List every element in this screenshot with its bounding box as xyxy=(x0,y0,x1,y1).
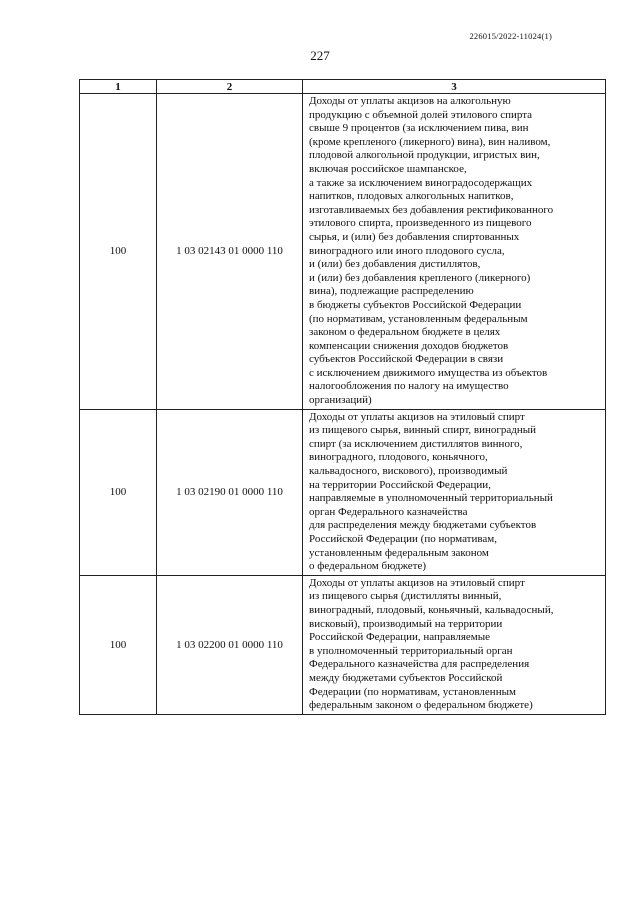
description-line: изготавливаемых без добавления ректификованного xyxy=(309,203,554,216)
description-line: виноградного или иного плодового сусла, xyxy=(309,244,505,257)
table-header-row xyxy=(80,80,606,94)
description-line: этилового спирта, произведенного из пищевого xyxy=(309,217,532,230)
description-line: и (или) без добавления крепленого (ликерного) xyxy=(309,271,531,284)
description-line: включая российское шампанское, xyxy=(309,162,467,175)
budget-classification-table xyxy=(79,79,606,715)
description-line: из пищевого сырья, винный спирт, виноградный xyxy=(309,424,537,437)
column-header-2: 2 xyxy=(157,80,303,94)
income-description-cell xyxy=(303,94,606,410)
description-line: федеральным законом о федеральном бюджете) xyxy=(309,699,533,712)
description-line: из пищевого сырья (дистилляты винный, xyxy=(309,590,502,603)
description-line: сырья, и (или) без добавления спиртованных xyxy=(309,230,520,243)
table-row xyxy=(80,409,606,575)
description-line: (кроме крепленого (ликерного) вина), вин наливом, xyxy=(309,135,551,148)
description-line: организаций) xyxy=(309,394,372,407)
description-line: Доходы от уплаты акцизов на этиловый спирт xyxy=(309,576,525,589)
description-line: направляемые в уполномоченный территориальный xyxy=(309,492,553,505)
description-line: Федерации (по нормативам, установленным xyxy=(309,685,516,698)
description-line: кальвадосного, вискового), производимый xyxy=(309,465,508,478)
income-description-cell xyxy=(303,575,606,714)
description-line: Доходы от уплаты акцизов на алкогольную xyxy=(309,95,511,107)
admin-code-cell: 100 xyxy=(80,575,157,714)
description-line: для распределения между бюджетами субъектов xyxy=(309,519,537,532)
admin-code-cell: 100 xyxy=(80,94,157,410)
description-line: вина), подлежащие распределению xyxy=(309,285,474,298)
budget-code-cell: 1 03 02190 01 0000 110 xyxy=(157,409,303,575)
description-line: налогообложения по налогу на имущество xyxy=(309,380,509,393)
description-line: и (или) без добавления дистиллятов, xyxy=(309,258,481,271)
table-row xyxy=(80,575,606,714)
description-line: законом о федеральном бюджете в целях xyxy=(309,326,501,339)
admin-code-cell: 100 xyxy=(80,409,157,575)
description-line: Российской Федерации (по нормативам, xyxy=(309,533,497,545)
description-line: виноградный, плодовый, коньячный, кальвадосный, xyxy=(309,603,554,616)
description-line: компенсации снижения доходов бюджетов xyxy=(309,339,509,352)
description-line: между бюджетами субъектов Российской xyxy=(309,671,503,684)
description-line: продукцию с объемной долей этилового спирта xyxy=(309,108,533,121)
column-header-3: 3 xyxy=(303,80,606,94)
description-line: в уполномоченный территориальный орган xyxy=(309,644,513,657)
description-line: плодовой алкогольной продукции, игристых вин, xyxy=(309,149,540,162)
budget-code-cell: 1 03 02143 01 0000 110 xyxy=(157,94,303,410)
document-number: 226015/2022-11024(1) xyxy=(469,31,552,41)
page-number: 227 xyxy=(310,48,330,63)
table-row xyxy=(80,94,606,410)
description-line: субъектов Российской Федерации в связи xyxy=(309,353,504,366)
description-line: (по нормативам, установленным федеральным xyxy=(309,312,528,325)
description-line: висковый), производимый на территории xyxy=(309,617,503,630)
description-line: напитков, плодовых алкогольных напитков, xyxy=(309,190,514,203)
description-line: а также за исключением виноградосодержащих xyxy=(309,176,533,189)
description-line: в бюджеты субъектов Российской Федерации xyxy=(309,298,522,311)
description-line: свыше 9 процентов (за исключением пива, вин xyxy=(309,122,529,135)
description-line: Доходы от уплаты акцизов на этиловый спирт xyxy=(309,410,525,423)
column-header-1: 1 xyxy=(80,80,157,94)
income-description-cell xyxy=(303,409,606,575)
description-line: спирт (за исключением дистиллятов винного, xyxy=(309,437,523,450)
description-line: виноградного, плодового, коньячного, xyxy=(309,451,488,464)
description-line: на территории Российской Федерации, xyxy=(309,478,491,491)
budget-code-cell: 1 03 02200 01 0000 110 xyxy=(157,575,303,714)
description-line: о федеральном бюджете) xyxy=(309,560,427,573)
description-line: Федерального казначейства для распределения xyxy=(309,658,530,671)
description-line: Российской Федерации, направляемые xyxy=(309,631,491,644)
description-line: с исключением движимого имущества из объектов xyxy=(309,366,548,379)
description-line: орган Федерального казначейства xyxy=(309,505,468,518)
description-line: установленным федеральным законом xyxy=(309,546,489,559)
